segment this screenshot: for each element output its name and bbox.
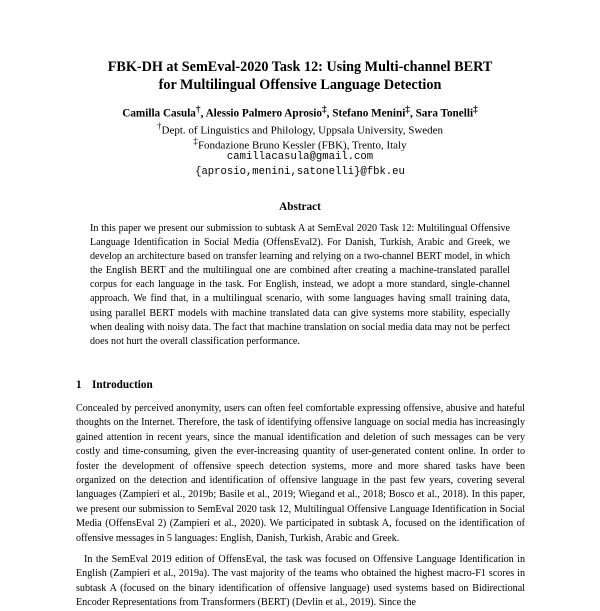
- body-paragraph-1: Concealed by perceived anonymity, users can often feel comfortable expressing offensive, abusive and hateful thoughts on the Internet. Therefore, the task of identifying offensive language on social media has increasingly gained attention in recent years, since the manual identification and deletion of such messages can be very costly and time-consuming, given the ever-increasing quantity of user-generated content online. In order to foster the development of offensive speech detection systems, more and more shared tasks have been organized on the detection and identification of offensive language in the past few years, covering several languages (Zampieri et al., 2019b; Basile et al., 2019; Wiegand et al., 2018; Bosco et al., 2018). In this paper, we present our submission to SemEval 2020 task 12, Multilingual Offensive Language Identification in Social Media (OffensEval 2) (Zampieri et al., 2020). We participated in subtask A, focused on the identification of offensive messages in 5 languages: English, Danish, Turkish, Arabic and Greek.: [76, 403, 525, 544]
- section-number: 1: [76, 379, 82, 391]
- section-title: Introduction: [92, 379, 153, 391]
- body-paragraph-2: In the SemEval 2019 edition of OffensEval, the task was focused on Offensive Language Identification in English (Zampieri et al., 2019a). The vast majority of the teams who obtained the highest macro-F1 scores in subtask A (focused on the binary identification of offensive language) used systems based on Bidirectional Encoder Representations from Transformers (BERT) (Devlin et al., 2019). Since the: [76, 554, 525, 609]
- affiliation-mark: ‡: [405, 105, 410, 115]
- author-list: Camilla Casula†, Alessio Palmero Aprosio‡, Stefano Menini‡, Sara Tonelli‡: [122, 105, 478, 120]
- author-name: Sara Tonelli: [415, 107, 474, 120]
- abstract-heading: Abstract: [279, 201, 321, 213]
- affiliation-text: Fondazione Bruno Kessler (FBK), Trento, Italy: [197, 139, 407, 152]
- email-2: {aprosio,menini,satonelli}@fbk.eu: [195, 166, 405, 178]
- author-name: Alessio Palmero Aprosio: [205, 107, 322, 120]
- affiliation-mark: ‡: [473, 105, 478, 115]
- affiliation-mark: †: [195, 105, 201, 115]
- affiliation-mark: †: [156, 121, 162, 131]
- affiliation-mark: ‡: [322, 105, 327, 115]
- title-line-2: for Multilingual Offensive Language Detection: [158, 77, 442, 93]
- paper-title: [60, 58, 540, 94]
- author-name: Camilla Casula: [122, 107, 196, 120]
- affiliation-mark: ‡: [193, 136, 198, 146]
- abstract-text: In this paper we present our submission to subtask A at SemEval 2020 Task 12: Multilingual Offensive Language Identification in Social Media (OffensEval2). For Danish, Turkish, Arabic and Greek, we develop an architecture based on transfer learning and relying on a two-channel BERT model, in which the English BERT and the multilingual one are combined after creating a machine-translated parallel corpus for each language in the task. For English, instead, we adopt a more standard, single-channel approach. We find that, in a multilingual scenario, with some languages having small training data, using parallel BERT models with machine translated data can give systems more stability, especially when dealing with noisy data. The fact that machine translation on social media data may not be perfect does not hurt the overall classification performance.: [90, 223, 510, 347]
- title-line-1: FBK-DH at SemEval-2020 Task 12: Using Multi-channel BERT: [107, 59, 493, 75]
- author-name: Stefano Menini: [332, 107, 406, 120]
- affiliation-text: Dept. of Linguistics and Philology, Uppsala University, Sweden: [161, 124, 444, 137]
- email-1: camillacasula@gmail.com: [226, 151, 374, 163]
- section-heading: [76, 379, 153, 391]
